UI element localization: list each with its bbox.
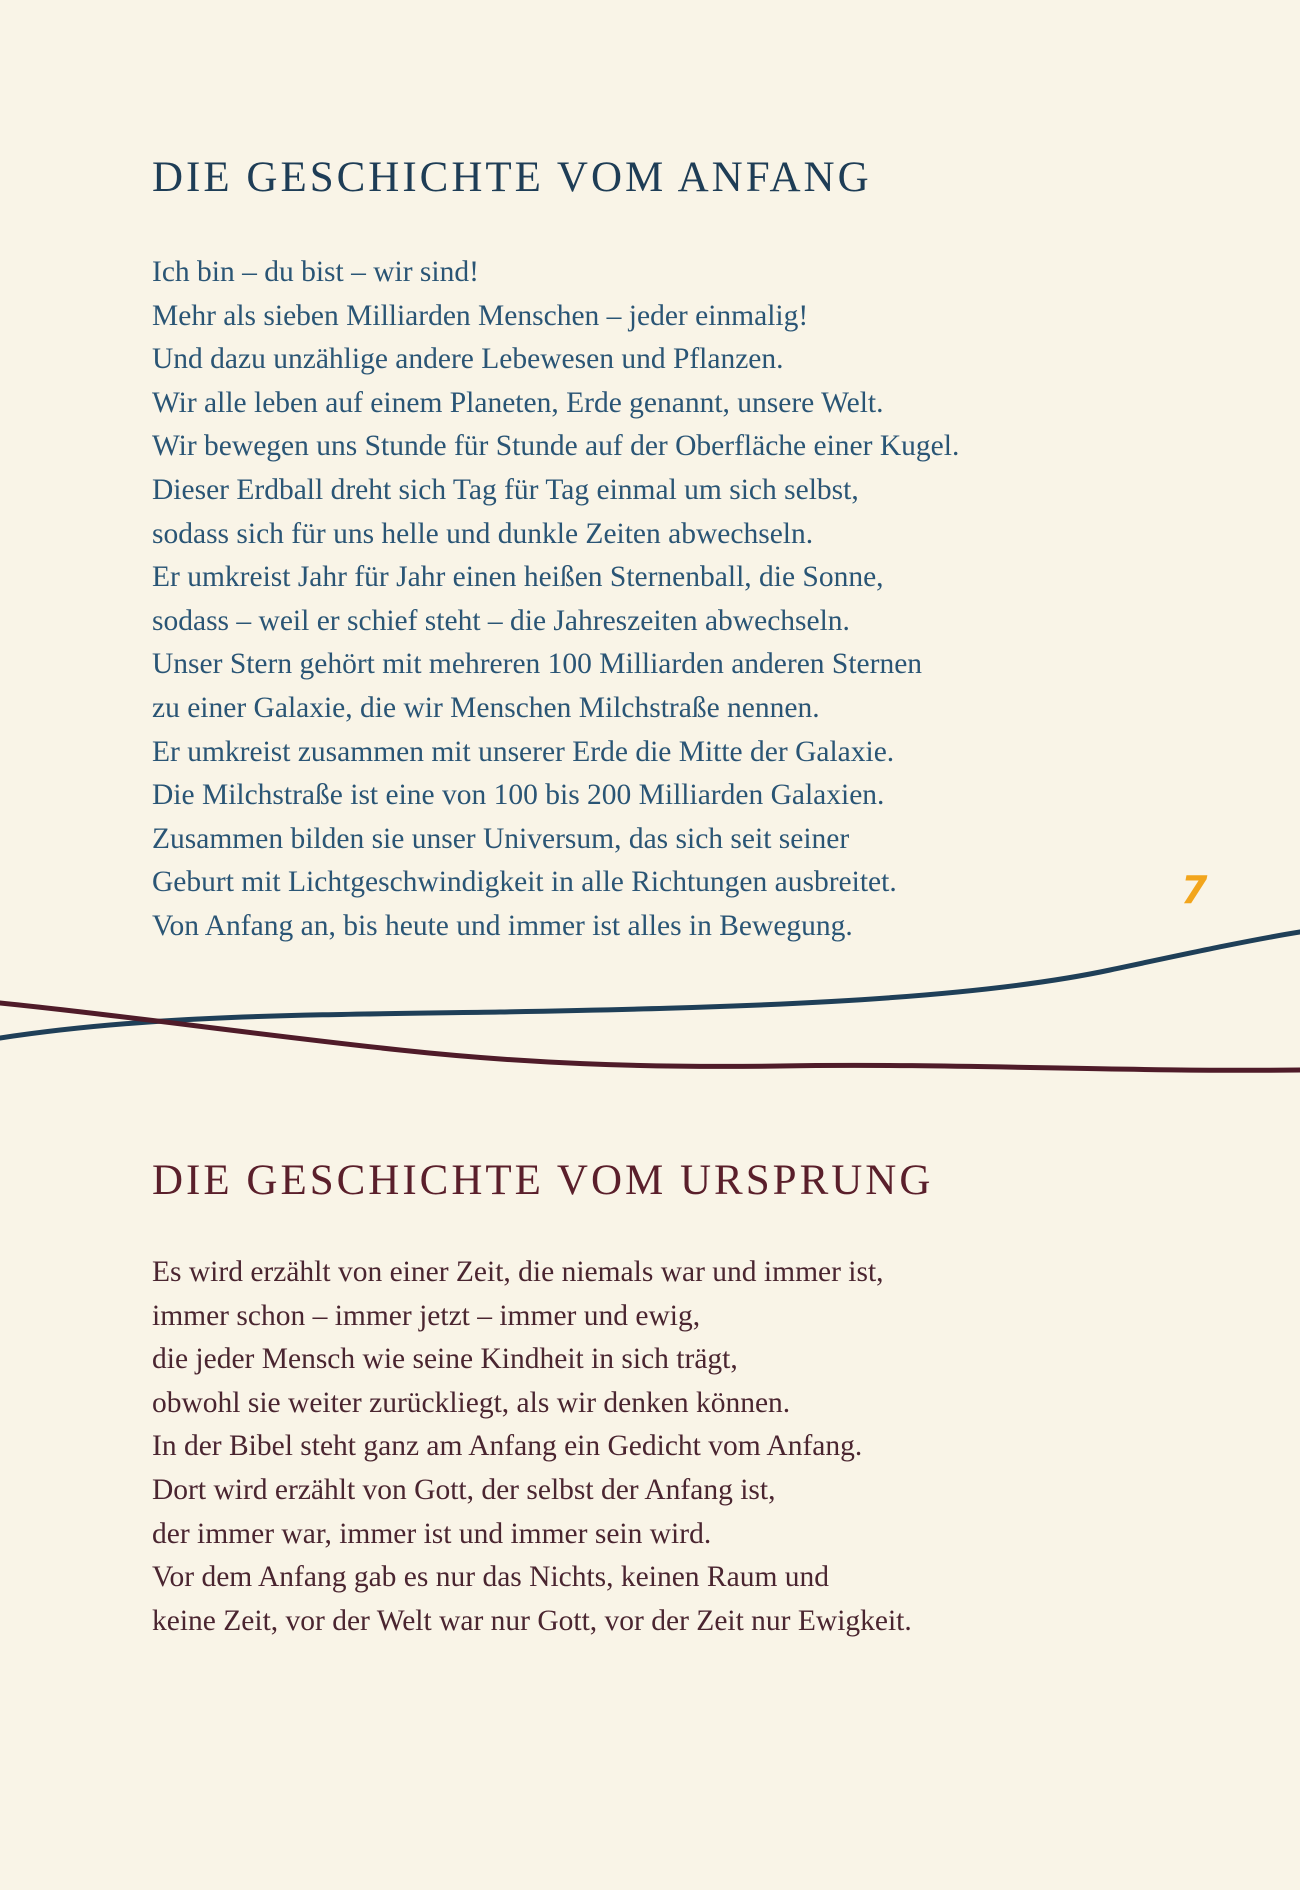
poem-line: Zusammen bilden sie unser Universum, das sich seit seiner [152, 822, 850, 855]
poem-line: Ich bin – du bist – wir sind! [152, 256, 479, 288]
poem-line: Wir bewegen uns Stunde für Stunde auf der Oberfläche einer Kugel. [152, 430, 960, 463]
poem-line: Und dazu unzählige andere Lebewesen und Pflanzen. [152, 343, 784, 376]
poem-line: In der Bibel steht ganz am Anfang ein Gedicht vom Anfang. [152, 1430, 863, 1463]
poem-line: obwohl sie weiter zurückliegt, als wir denken können. [152, 1386, 791, 1419]
poem-line: Von Anfang an, bis heute und immer ist alles in Bewegung. [152, 909, 853, 942]
poem-line: der immer war, immer ist und immer sein wird. [152, 1517, 712, 1550]
wave-divider [0, 920, 1300, 1100]
poem-line: Wir alle leben auf einem Planeten, Erde genannt, unsere Welt. [152, 386, 884, 419]
wave-line-red [0, 1003, 1300, 1070]
poem-line: die jeder Mensch wie seine Kindheit in sich trägt, [152, 1343, 738, 1376]
poem-line: Geburt mit Lichtgeschwindigkeit in alle Richtungen ausbreitet. [152, 866, 897, 899]
poem-line: Er umkreist zusammen mit unserer Erde die Mitte der Galaxie. [152, 735, 895, 768]
page-number: 7 [1181, 868, 1208, 912]
poem-anfang [152, 251, 959, 949]
poem-ursprung [152, 1251, 912, 1643]
poem-line: Unser Stern gehört mit mehreren 100 Milliarden anderen Sternen [152, 648, 923, 681]
poem-line: Vor dem Anfang gab es nur das Nichts, keinen Raum und [152, 1561, 830, 1594]
section-title-ursprung: DIE GESCHICHTE VOM URSPRUNG [152, 1157, 934, 1204]
poem-line: Die Milchstraße ist eine von 100 bis 200 Milliarden Galaxien. [152, 779, 885, 812]
wave-line-blue [0, 932, 1300, 1038]
poem-line: sodass sich für uns helle und dunkle Zeiten abwechseln. [152, 517, 814, 550]
poem-line: Dort wird erzählt von Gott, der selbst der Anfang ist, [152, 1473, 776, 1506]
poem-line: Mehr als sieben Milliarden Menschen – jeder einmalig! [152, 299, 809, 332]
section-title-anfang: DIE GESCHICHTE VOM ANFANG [152, 154, 872, 201]
poem-line: Er umkreist Jahr für Jahr einen heißen Sternenball, die Sonne, [152, 561, 884, 594]
poem-line: Dieser Erdball dreht sich Tag für Tag einmal um sich selbst, [152, 473, 859, 506]
poem-line: zu einer Galaxie, die wir Menschen Milchstraße nennen. [152, 691, 820, 724]
poem-line: Es wird erzählt von einer Zeit, die niemals war und immer ist, [152, 1256, 884, 1288]
poem-line: sodass – weil er schief steht – die Jahreszeiten abwechseln. [152, 604, 850, 637]
poem-line: keine Zeit, vor der Welt war nur Gott, vor der Zeit nur Ewigkeit. [152, 1604, 912, 1637]
poem-line: immer schon – immer jetzt – immer und ewig, [152, 1299, 701, 1332]
